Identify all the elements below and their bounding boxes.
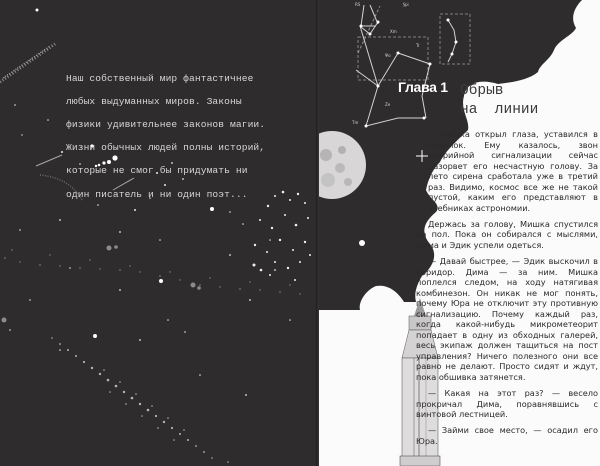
- meteor-streak: [36, 155, 62, 166]
- svg-text:RS: RS: [355, 2, 361, 7]
- intro-line: которые не смог бы придумать ни: [66, 165, 248, 177]
- chapter-title: [460, 82, 538, 120]
- intro-line: Наш собственный мир фантастичнее: [66, 72, 254, 84]
- milky-way-band: [4, 249, 300, 294]
- svg-text:Ψo: Ψo: [385, 53, 391, 58]
- intro-epigraph: [66, 61, 286, 212]
- intro-line: один писатель и ни один поэт...: [66, 188, 248, 200]
- intro-line: любых выдуманных миров. Законы: [66, 95, 242, 107]
- book-gutter: [316, 0, 319, 466]
- svg-text:Ze: Ze: [385, 102, 391, 107]
- svg-text:§pi: §pi: [403, 2, 409, 7]
- paragraph: Держась за голову, Мишка спустился на пол. Пока он собирался с мыслями, Дима и Эдик успели одеться.: [416, 218, 598, 250]
- chapter-title-line: Обрыв: [460, 83, 504, 99]
- comet-tail-lower: [51, 337, 229, 463]
- svg-text:Tr: Tr: [416, 43, 420, 48]
- intro-line: Жизни обычных людей полны историй,: [66, 142, 266, 154]
- paragraph: — Займи свое место, — осадил его Юра.: [416, 425, 598, 446]
- paragraph: — Какая на этот раз? — весело прокричал Дима, поравнявшись с винтовой лестницей.: [416, 388, 598, 420]
- comet-streak: [0, 44, 55, 82]
- svg-text:Xm: Xm: [390, 29, 397, 34]
- svg-text:Tm: Tm: [352, 120, 359, 125]
- chapter-label: Глава 1: [398, 79, 448, 95]
- chapter-body: [416, 129, 598, 452]
- paragraph: — Давай быстрее, — Эдик выскочил в коридор. Дима — за ним. Мишка поплелся следом, на ходу натягивая комбинезон. Он никак не мог понять, почему Юра не отключит эту противную сигнализацию. Почему каждый раз, когда какой-нибудь микрометеорит попадает в одну из обходных галерей, весь экипаж должен тащиться на пост управления? Ничего полезного они все равно не делают. Просто сидят и ждут, пока обшивка затянется.: [416, 256, 598, 383]
- paragraph: Мишка открыл глаза, уставился в потолок. Ему казалось, звон аварийной сигнализации сейчас разорвет его несчастную голову. За лето сирена сработала уже в третий раз. Видимо, космос все же не такой пустой, каким его представляют в учебниках астрономии.: [428, 129, 598, 213]
- chapter-title-line: на линии: [460, 102, 539, 118]
- intro-line: физики удивительнее законов магии.: [66, 118, 266, 130]
